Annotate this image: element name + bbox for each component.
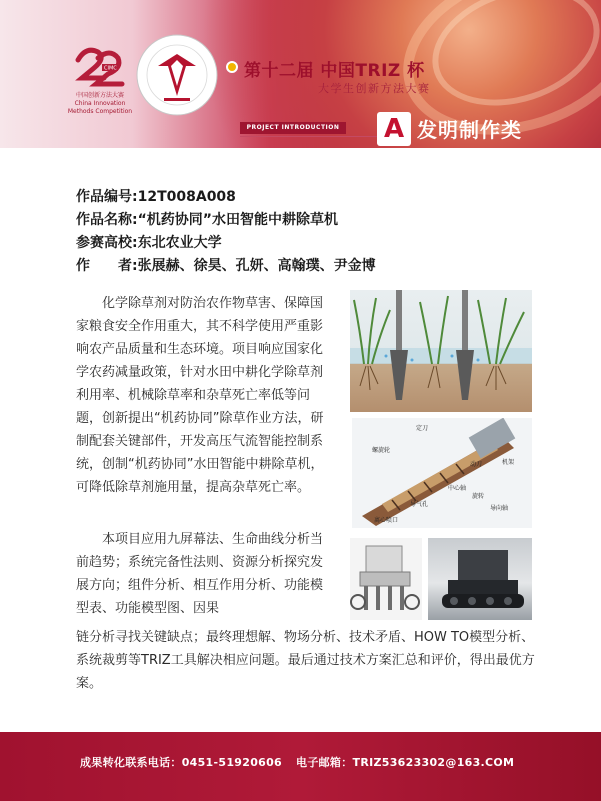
figure-label: 定刀 <box>416 425 429 432</box>
paddy-weeding-illustration <box>350 290 532 412</box>
decorative-wave <box>0 714 601 757</box>
weeder-prototype-photo <box>428 538 532 620</box>
svg-text:CIMC: CIMC <box>104 65 117 72</box>
figure-label: 螺旋轮 <box>372 447 391 454</box>
category-title: 发明制作类 <box>417 118 522 142</box>
title-bullet-icon <box>226 61 238 73</box>
footer-contact <box>80 754 514 770</box>
body-paragraph <box>76 528 330 620</box>
figure-label: 导气孔 <box>410 501 429 508</box>
competition-logo <box>68 42 126 92</box>
divider <box>240 136 390 137</box>
project-name: 作品名称:“机药协同”水田智能中耕除草机 <box>76 212 338 228</box>
paragraph-text: 本项目应用九屏幕法、生命曲线分析当前趋势；系统完备性法则、资源分析探究发展方向；组件分析、相互作用分析、功能模型表、功能模型图、因果 <box>76 532 324 616</box>
body-paragraph <box>76 292 330 499</box>
figure-label: 中心轴 <box>448 485 467 492</box>
project-intro-label: PROJECT INTRODUCTION <box>240 122 346 134</box>
weeder-machine-model <box>350 538 422 620</box>
body-paragraph-continued: 链分析寻找关键缺点；最终理想解、物场分析、技术矛盾、HOW TO模型分析、系统裁剪等TRIZ工具解决相应问题。最后通过技术方案汇总和评价，得出最优方案。 <box>76 630 535 691</box>
header-banner <box>0 0 601 148</box>
figure-label: 动刀 <box>470 461 483 468</box>
component-drawing <box>352 418 532 528</box>
figure-label: 旋转 <box>472 493 485 500</box>
project-number: 作品编号:12T008A008 <box>76 189 236 205</box>
machine-model-drawing <box>350 538 422 620</box>
competition-title: 第十二届 中国TRIZ 杯 <box>244 61 425 81</box>
figure-label: 机架 <box>502 459 515 466</box>
paddy-illustration-drawing <box>350 290 532 412</box>
spiral-component-diagram <box>352 418 532 528</box>
logo-caption-line: China Innovation <box>74 100 126 107</box>
contact-email: 电子邮箱：TRIZ53623302@163.COM <box>296 756 515 769</box>
paragraph-text: 化学除草剂对防治农作物草害、保障国家粮食安全作用重大，其不科学使用严重影响农产品质量和生态环境。项目响应国家化学农药减量政策，针对水田中耕化学除草剂利用率、机械除草率和杂草死亡率低等问题，创新提出“机药协同”除草作业方法，研制配套关键部件，开发高压气流智能控制系统，创制“机药协同”水田智能中耕除草机，可降低除草剂施用量，提高杂草死亡率。 <box>76 296 324 495</box>
logo-caption-line: 中国创新方法大赛 <box>75 92 124 99</box>
category-badge: A <box>377 112 411 146</box>
figure-label: 离心喷口 <box>374 517 399 524</box>
figure-label: 导向轴 <box>490 505 509 512</box>
project-school: 参赛高校:东北农业大学 <box>76 235 222 251</box>
competition-subtitle: 大学生创新方法大赛 <box>318 82 431 95</box>
student-competition-emblem <box>134 32 220 118</box>
competition-logo-caption <box>60 92 140 116</box>
project-authors: 作 者:张展赫、徐昊、孔妍、高翰璞、尹金博 <box>76 258 376 274</box>
prototype-drawing <box>428 538 532 620</box>
contact-phone: 成果转化联系电话：0451-51920606 <box>80 756 283 769</box>
logo-caption-line: Methods Competition <box>67 108 133 115</box>
project-info <box>76 186 376 278</box>
